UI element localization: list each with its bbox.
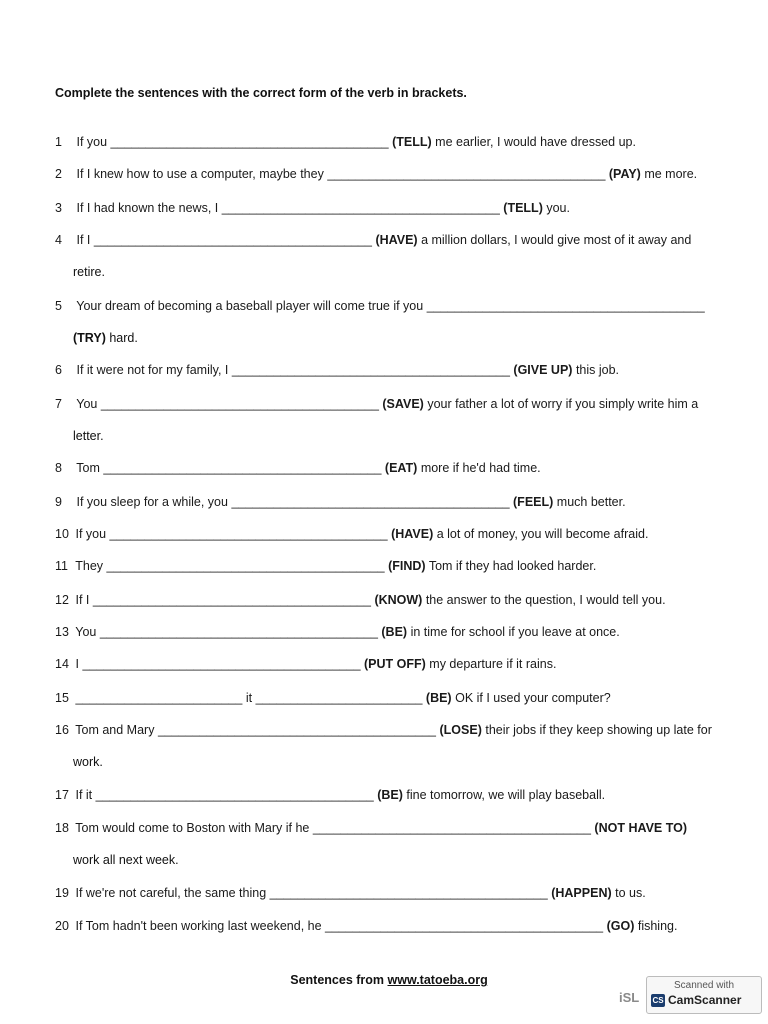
sentence-pre: If you [76,135,108,149]
verb-hint: (HAVE) [391,527,434,541]
sentence-15 [55,690,611,706]
sentence-number: 20 [55,919,69,933]
sentence-18-continuation: work all next week. [73,853,179,867]
answer-blank[interactable]: ________________________________________ [99,625,378,639]
sentence-number: 4 [55,233,62,247]
sentence-20 [55,918,677,934]
sentence-number: 11 [55,559,68,573]
sentence-16 [55,722,712,738]
sentence-14 [55,656,556,672]
sentence-4-continuation: retire. [73,265,105,279]
sentence-pre: If I knew how to use a computer, maybe they [76,167,324,181]
sentence-1 [55,134,636,150]
sentence-post: your father a lot of worry if you simply write him a [427,397,699,411]
sentence-pre: If we're not careful, the same thing [75,886,267,900]
verb-hint: (GO) [606,919,635,933]
sentence-7 [55,396,698,412]
answer-blank[interactable]: ________________________________________ [269,886,548,900]
sentence-8 [55,460,541,476]
verb-hint: (PUT OFF) [364,657,426,671]
sentence-pre: I [75,657,79,671]
sentence-number: 10 [55,527,69,541]
answer-blank[interactable]: ________________________________________ [110,135,389,149]
sentence-number: 3 [55,201,62,215]
footer-prefix: Sentences from [290,973,385,987]
answer-blank[interactable]: ________________________________________ [231,363,510,377]
answer-blank[interactable]: ________________________________________ [95,788,374,802]
verb-hint: (KNOW) [374,593,423,607]
sentence-pre: Tom would come to Boston with Mary if he [75,821,310,835]
sentence-pre: If I [76,233,91,247]
verb-hint: (LOSE) [439,723,482,737]
answer-blank[interactable]: ________________________________________ [157,723,437,737]
sentence-post: OK if I used your computer? [455,691,611,705]
sentence-pre: If Tom hadn't been working last weekend, he [75,919,322,933]
tatoeba-link[interactable]: www.tatoeba.org [387,973,488,987]
sentence-2 [55,166,697,182]
sentence-post: to us. [615,886,646,900]
sentence-pre: If it were not for my family, I [76,363,229,377]
sentence-13 [55,624,620,640]
answer-blank[interactable]: ________________________________________ [100,397,379,411]
sentence-post: the answer to the question, I would tell you. [425,593,666,607]
sentence-pre: If you [75,527,107,541]
sentence-number: 17 [55,788,69,802]
sentence-7-continuation: letter. [73,429,104,443]
sentence-pre: Your dream of becoming a baseball player will come true if you [76,299,424,313]
answer-blank[interactable]: ________________________________________ [312,821,591,835]
verb-hint: (GIVE UP) [513,363,573,377]
answer-blank[interactable]: ________________________________________ [231,495,510,509]
sentence-16-continuation: work. [73,755,103,769]
sentence-number: 13 [55,625,69,639]
camscanner-name: CamScanner [668,993,742,1007]
verb-hint: (BE) [381,625,408,639]
sentence-number: 18 [55,821,69,835]
answer-blank[interactable]: ________________________________________ [106,559,385,573]
camscanner-brand [651,993,741,1007]
sentence-12 [55,592,666,608]
sentence-number: 15 [55,691,69,705]
answer-blank[interactable]: ________________________________________ [109,527,388,541]
verb-hint: (FEEL) [513,495,554,509]
sentence-pre: You [76,397,98,411]
verb-hint: (SAVE) [382,397,424,411]
answer-blank[interactable]: ________________________________________ [103,461,382,475]
sentence-9 [55,494,626,510]
sentence-number: 2 [55,167,62,181]
sentence-6 [55,362,619,378]
sentence-post: me earlier, I would have dressed up. [435,135,636,149]
answer-blank[interactable]: ________________________________________ [327,167,606,181]
verb-hint: (PAY) [608,167,641,181]
sentence-post: hard. [109,331,138,345]
sentence-post: their jobs if they keep showing up late for [485,723,712,737]
sentence-number: 19 [55,886,69,900]
sentence-pre: Tom and Mary [75,723,155,737]
sentence-post: more if he'd had time. [420,461,541,475]
answer-blank-2[interactable]: ________________________ [255,691,423,705]
sentence-number: 9 [55,495,62,509]
sentence-pre: If it [75,788,93,802]
sentence-number: 8 [55,461,62,475]
verb-hint: (TELL) [503,201,543,215]
sentence-10 [55,526,648,542]
verb-hint: (NOT HAVE TO) [594,821,688,835]
sentence-post: fine tomorrow, we will play baseball. [406,788,606,802]
verb-hint: (HAPPEN) [551,886,612,900]
sentence-pre: If I had known the news, I [76,201,219,215]
sentence-pre: If I [75,593,90,607]
answer-blank[interactable]: ________________________________________ [92,593,371,607]
sentence-4 [55,232,691,248]
sentence-18 [55,820,687,836]
answer-blank[interactable]: ________________________________________ [325,919,604,933]
sentence-post: you. [546,201,570,215]
sentence-number: 1 [55,135,62,149]
sentence-post: a lot of money, you will become afraid. [436,527,649,541]
sentence-post: in time for school if you leave at once. [410,625,620,639]
sentence-number: 16 [55,723,69,737]
sentence-post: much better. [556,495,626,509]
sentence-number: 7 [55,397,62,411]
sentence-post: Tom if they had looked harder. [428,559,597,573]
answer-blank[interactable]: ________________________________________ [221,201,500,215]
answer-blank[interactable]: ________________________________________ [426,299,705,313]
sentence-5 [55,298,705,314]
answer-blank-1[interactable]: ________________________ [75,691,243,705]
sentence-pre: Tom [76,461,100,475]
isl-watermark: iSL [619,990,640,1005]
verb-hint: (TELL) [392,135,432,149]
sentence-number: 12 [55,593,69,607]
sentence-number: 5 [55,299,62,313]
sentence-number: 14 [55,657,69,671]
sentence-mid: it [245,691,253,705]
sentence-post: a million dollars, I would give most of it away and [421,233,692,247]
sentence-post: fishing. [637,919,678,933]
sentence-3 [55,200,570,216]
camscanner-logo-icon: CS [652,995,664,1005]
answer-blank[interactable]: ________________________________________ [82,657,361,671]
sentence-post: this job. [575,363,620,377]
scanned-with-label: Scanned with [673,980,735,991]
sentence-11 [55,558,596,574]
sentence-17 [55,787,605,803]
verb-hint: (FIND) [388,559,426,573]
verb-hint: (BE) [377,788,403,802]
sentence-pre: If you sleep for a while, you [76,495,228,509]
verb-hint: (EAT) [384,461,418,475]
sentence-number: 6 [55,363,62,377]
verb-hint: (TRY) [73,331,106,345]
sentence-pre: They [75,559,104,573]
verb-hint: (HAVE) [375,233,418,247]
answer-blank[interactable]: ________________________________________ [93,233,372,247]
sentence-post: my departure if it rains. [429,657,557,671]
camscanner-watermark [646,976,762,1014]
sentence-pre: You [75,625,97,639]
instructions: Complete the sentences with the correct form of the verb in brackets. [55,86,467,100]
sentence-5-continuation [73,330,138,346]
sentence-post: me more. [644,167,698,181]
verb-hint: (BE) [425,691,452,705]
sentence-19 [55,885,646,901]
